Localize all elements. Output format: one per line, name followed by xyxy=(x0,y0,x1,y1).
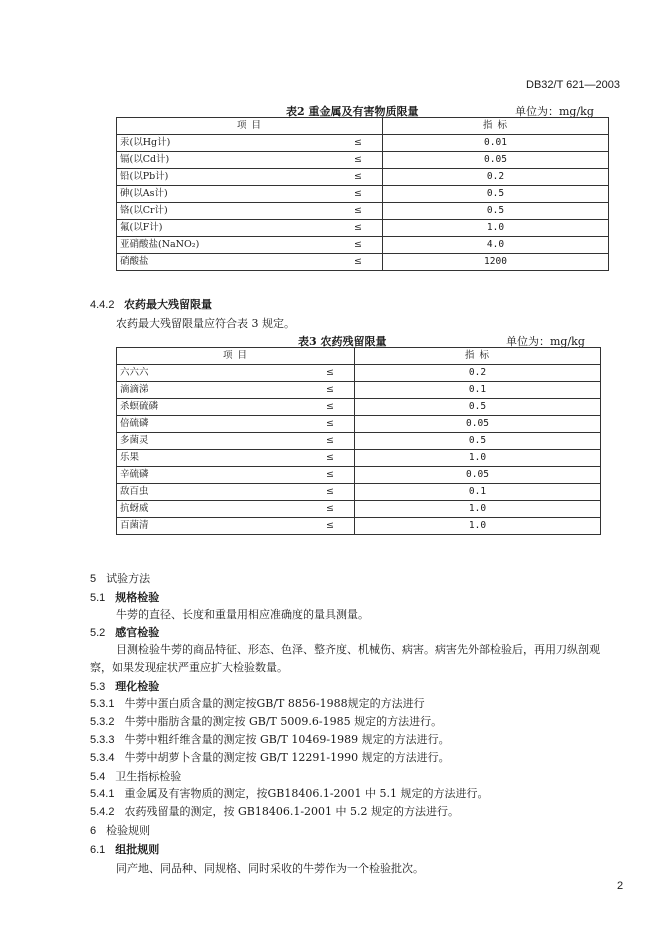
item-name: 乐果 xyxy=(120,452,140,463)
cell-item-name xyxy=(117,450,355,467)
section-number: 5.1 xyxy=(90,592,106,604)
subsection-line xyxy=(90,749,450,765)
paragraph-text: 牛蒡中胡萝卜含量的测定按 GB/T 12291-1990 规定的方法进行。 xyxy=(124,751,450,764)
le-symbol: ≤ xyxy=(326,486,334,497)
item-name: 敌百虫 xyxy=(120,486,149,497)
cell-limit-value: 1.0 xyxy=(355,450,601,467)
le-symbol: ≤ xyxy=(354,154,362,165)
cell-limit-value: 0.5 xyxy=(355,399,601,416)
item-name: 百菌清 xyxy=(120,520,149,531)
cell-limit-value: 0.5 xyxy=(383,186,609,203)
section-title: 卫生指标检验 xyxy=(115,770,182,783)
item-name: 多菌灵 xyxy=(120,435,149,446)
paragraph-text: 目测检验牛蒡的商品特征、形态、色泽、整齐度、机械伤、病害。病害先外部检验后，再用刀纵剖观 xyxy=(116,643,600,656)
cell-limit-value: 1.0 xyxy=(355,518,601,535)
item-name: 抗蚜威 xyxy=(120,503,149,514)
paragraph-text: 重金属及有害物质的测定，按GB18406.1-2001 中 5.1 规定的方法进行。 xyxy=(124,787,489,800)
subsection-line xyxy=(90,731,450,747)
le-symbol: ≤ xyxy=(326,503,334,514)
section-title: 组批规则 xyxy=(115,843,160,856)
item-name: 氟(以F计) xyxy=(120,222,163,233)
subsection-line xyxy=(90,695,425,711)
table-row xyxy=(117,382,601,399)
cell-limit-value: 0.5 xyxy=(355,433,601,450)
cell-item-name xyxy=(117,467,355,484)
paragraph-text: 察，如果发现症状严重应扩大检验数量。 xyxy=(90,661,288,674)
section-title: 规格检验 xyxy=(115,591,160,604)
cell-limit-value: 0.05 xyxy=(355,467,601,484)
cell-limit-value: 1200 xyxy=(383,254,609,271)
le-symbol: ≤ xyxy=(354,205,362,216)
item-name: 亚硝酸盐(NaNO₂) xyxy=(120,239,200,250)
section-number: 5.3.2 xyxy=(90,716,115,728)
cell-item-name xyxy=(117,135,383,152)
table-row xyxy=(117,518,601,535)
subsection-line xyxy=(90,803,459,819)
le-symbol: ≤ xyxy=(326,452,334,463)
section-title: 检验规则 xyxy=(106,824,151,837)
section-number: 5.3.1 xyxy=(90,698,115,710)
item-name: 滴滴涕 xyxy=(120,384,149,395)
item-name: 汞(以Hg计) xyxy=(120,137,171,148)
table-row xyxy=(117,203,609,220)
table-row xyxy=(117,254,609,271)
cell-limit-value: 0.05 xyxy=(383,152,609,169)
section-heading xyxy=(90,841,159,857)
section-heading xyxy=(90,570,150,586)
le-symbol: ≤ xyxy=(326,367,334,378)
cell-item-name xyxy=(117,399,355,416)
table2-unit: 单位为：mg/kg xyxy=(515,105,594,118)
le-symbol: ≤ xyxy=(326,520,334,531)
table-header-row xyxy=(117,348,601,365)
item-name: 杀螟硫磷 xyxy=(120,401,159,412)
cell-item-name xyxy=(117,501,355,518)
cell-item-name xyxy=(117,237,383,254)
section-title: 感官检验 xyxy=(115,626,160,639)
item-name: 六六六 xyxy=(120,367,149,378)
page-number: 2 xyxy=(617,880,624,892)
cell-limit-value: 0.1 xyxy=(355,484,601,501)
section-number: 4.4.2 xyxy=(90,299,115,311)
section-number: 5.3.4 xyxy=(90,752,115,764)
cell-limit-value: 1.0 xyxy=(383,220,609,237)
section-4-4-2-heading xyxy=(90,296,212,312)
le-symbol: ≤ xyxy=(354,171,362,182)
cell-limit-value: 0.05 xyxy=(355,416,601,433)
section-title: 试验方法 xyxy=(106,572,151,585)
cell-limit-value: 4.0 xyxy=(383,237,609,254)
paragraph-text: 同产地、同品种、同规格、同时采收的牛蒡作为一个检验批次。 xyxy=(116,862,424,875)
table-row xyxy=(117,365,601,382)
paragraph-text: 牛蒡的直径、长度和重量用相应准确度的量具测量。 xyxy=(116,608,369,621)
section-number: 5.4.1 xyxy=(90,788,115,800)
section-number: 6.1 xyxy=(90,844,106,856)
cell-limit-value: 0.1 xyxy=(355,382,601,399)
cell-item-name xyxy=(117,382,355,399)
le-symbol: ≤ xyxy=(326,435,334,446)
subsection-line xyxy=(90,713,442,729)
section-4-4-2-body: 农药最大残留限量应符合表 3 规定。 xyxy=(116,317,295,330)
paragraph-text: 农药残留量的测定，按 GB18406.1-2001 中 5.2 规定的方法进行。 xyxy=(124,805,460,818)
le-symbol: ≤ xyxy=(354,239,362,250)
le-symbol: ≤ xyxy=(326,469,334,480)
le-symbol: ≤ xyxy=(354,222,362,233)
cell-item-name xyxy=(117,416,355,433)
table-row xyxy=(117,433,601,450)
cell-item-name xyxy=(117,365,355,382)
section-number: 5.3 xyxy=(90,681,106,693)
le-symbol: ≤ xyxy=(354,188,362,199)
table-row xyxy=(117,135,609,152)
le-symbol: ≤ xyxy=(326,384,334,395)
cell-item-name xyxy=(117,203,383,220)
section-number: 5 xyxy=(90,573,97,585)
section-heading xyxy=(90,822,150,838)
cell-item-name xyxy=(117,518,355,535)
col-header-index: 指 标 xyxy=(383,118,609,135)
le-symbol: ≤ xyxy=(326,401,334,412)
le-symbol: ≤ xyxy=(354,137,362,148)
le-symbol: ≤ xyxy=(326,418,334,429)
item-name: 铬(以Cr计) xyxy=(120,205,168,216)
cell-limit-value: 0.01 xyxy=(383,135,609,152)
col-header-item: 项 目 xyxy=(117,118,383,135)
item-name: 硝酸盐 xyxy=(120,256,149,267)
item-name: 镉(以Cd计) xyxy=(120,154,170,165)
section-heading xyxy=(90,768,181,784)
table3-caption: 表3 农药残留限量 xyxy=(298,335,387,348)
le-symbol: ≤ xyxy=(354,256,362,267)
item-name: 辛硫磷 xyxy=(120,469,149,480)
cell-item-name xyxy=(117,186,383,203)
paragraph-text: 牛蒡中脂肪含量的测定按 GB/T 5009.6-1985 规定的方法进行。 xyxy=(124,715,443,728)
section-heading xyxy=(90,624,159,640)
section-number: 5.4.2 xyxy=(90,806,115,818)
table-row xyxy=(117,450,601,467)
table-row xyxy=(117,501,601,518)
table-row xyxy=(117,169,609,186)
item-name: 倍硫磷 xyxy=(120,418,149,429)
section-number: 6 xyxy=(90,825,97,837)
section-heading xyxy=(90,589,159,605)
cell-item-name xyxy=(117,220,383,237)
table-row xyxy=(117,186,609,203)
cell-item-name xyxy=(117,254,383,271)
section-number: 5.4 xyxy=(90,771,106,783)
table3-unit: 单位为：mg/kg xyxy=(506,335,585,348)
section-heading xyxy=(90,678,159,694)
cell-limit-value: 0.2 xyxy=(383,169,609,186)
table2-caption: 表2 重金属及有害物质限量 xyxy=(286,105,419,118)
cell-item-name xyxy=(117,169,383,186)
table-row xyxy=(117,152,609,169)
table-row xyxy=(117,237,609,254)
paragraph-text: 牛蒡中蛋白质含量的测定按GB/T 8856-1988规定的方法进行 xyxy=(124,697,425,710)
section-title: 理化检验 xyxy=(115,680,160,693)
col-header-item: 项 目 xyxy=(117,348,355,365)
paragraph-text: 牛蒡中粗纤维含量的测定按 GB/T 10469-1989 规定的方法进行。 xyxy=(124,733,450,746)
pesticide-residue-table xyxy=(116,347,601,535)
cell-limit-value: 1.0 xyxy=(355,501,601,518)
table-row xyxy=(117,399,601,416)
table-row xyxy=(117,467,601,484)
table-row xyxy=(117,484,601,501)
table-header-row xyxy=(117,118,609,135)
cell-limit-value: 0.2 xyxy=(355,365,601,382)
document-code: DB32/T 621—2003 xyxy=(526,79,620,91)
item-name: 铅(以Pb计) xyxy=(120,171,169,182)
item-name: 砷(以As计) xyxy=(120,188,168,199)
table-row xyxy=(117,220,609,237)
table-row xyxy=(117,416,601,433)
heavy-metal-limits-table xyxy=(116,117,609,271)
cell-item-name xyxy=(117,152,383,169)
cell-item-name xyxy=(117,484,355,501)
cell-item-name xyxy=(117,433,355,450)
section-title: 农药最大残留限量 xyxy=(123,298,212,311)
subsection-line xyxy=(90,785,489,801)
section-number: 5.2 xyxy=(90,627,106,639)
col-header-index: 指 标 xyxy=(355,348,601,365)
section-number: 5.3.3 xyxy=(90,734,115,746)
cell-limit-value: 0.5 xyxy=(383,203,609,220)
